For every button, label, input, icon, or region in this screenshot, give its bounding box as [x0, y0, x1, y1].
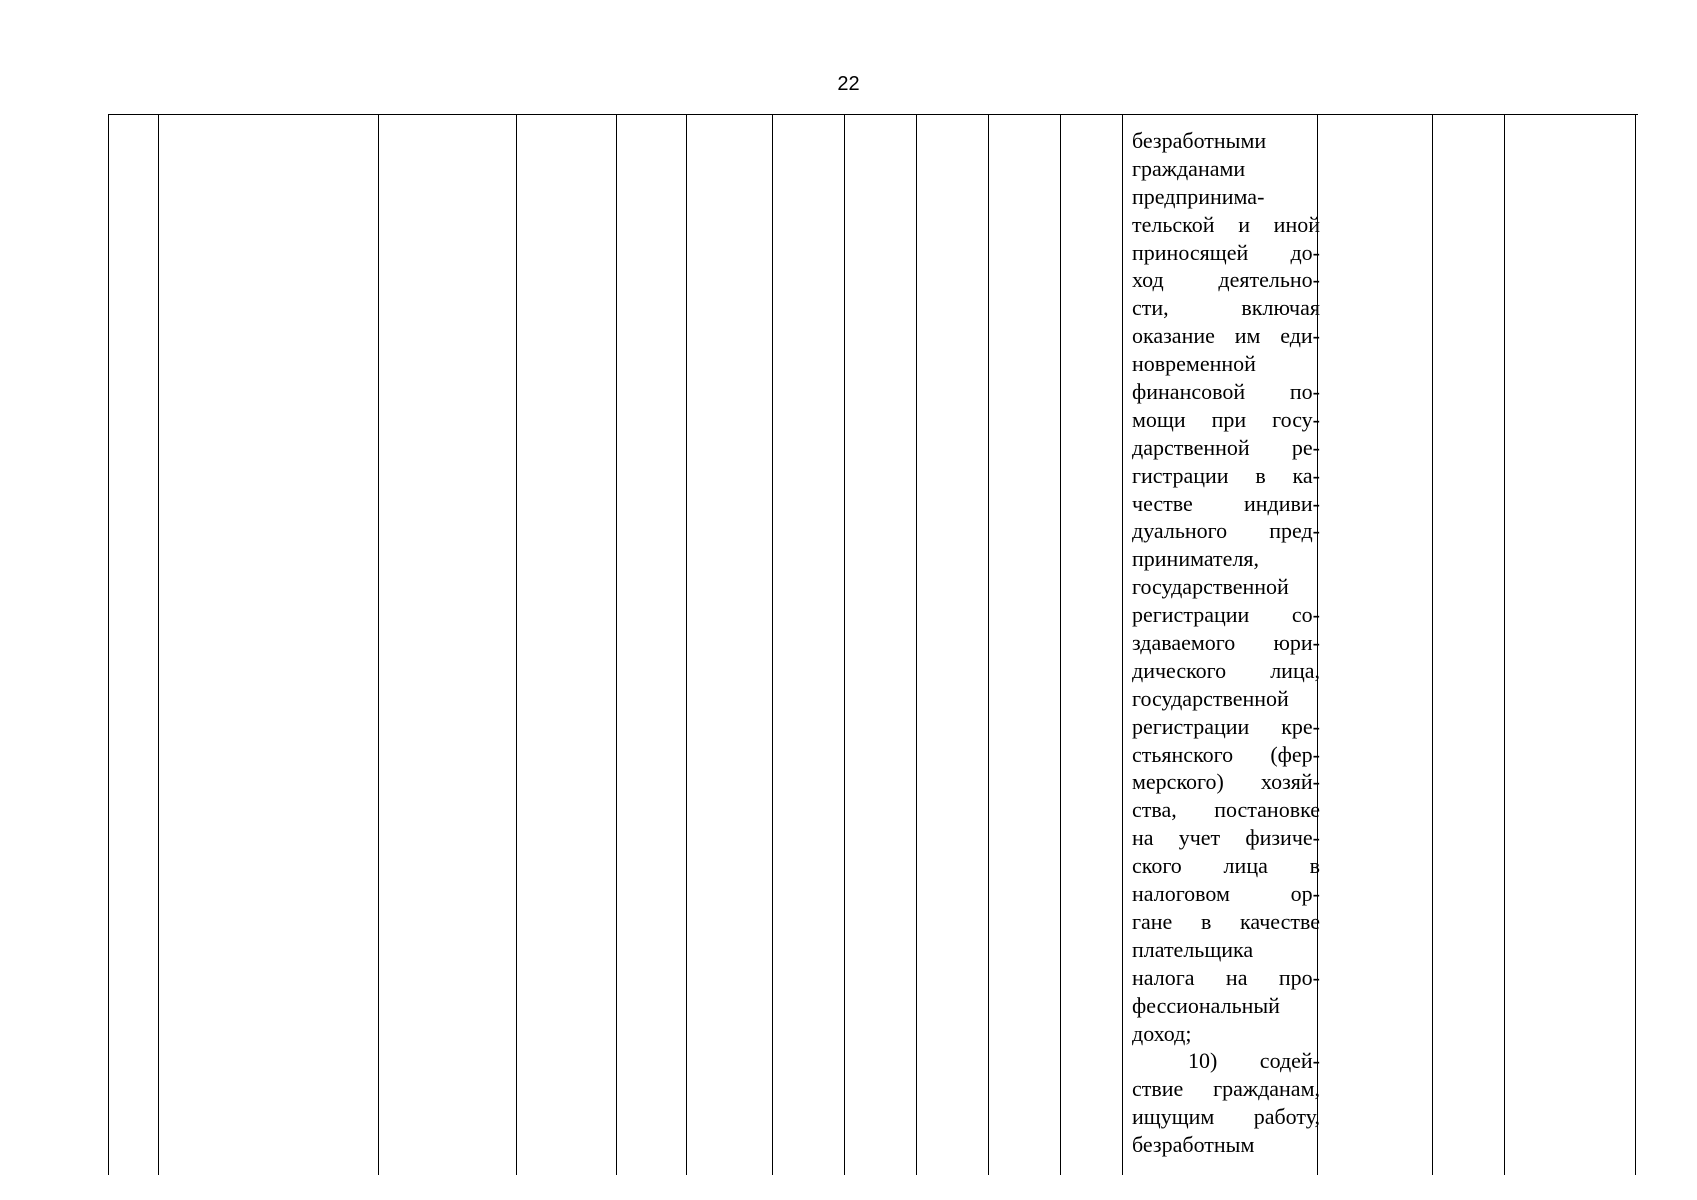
- cell-text-line: безработными: [1132, 128, 1267, 153]
- cell-text-line: стьянского (фер-: [1132, 741, 1320, 767]
- cell-text-line: доход;: [1132, 1020, 1192, 1046]
- cell-text-line: регистрации со-: [1132, 602, 1320, 628]
- table-column-border: [108, 115, 109, 1175]
- cell-text-line: ствие гражданам,: [1132, 1076, 1320, 1102]
- table-column-border: [516, 115, 517, 1175]
- cell-text-line: плательщика: [1132, 936, 1254, 962]
- cell-text-line: 10) содей-: [1188, 1048, 1320, 1074]
- cell-text-line: финансовой по-: [1132, 379, 1320, 405]
- cell-text-line: дарственной ре-: [1132, 434, 1320, 460]
- page-number: 22: [837, 73, 860, 95]
- cell-text-line: дуального пред-: [1132, 518, 1320, 544]
- cell-text-line: ход деятельно-: [1132, 267, 1320, 293]
- cell-text-line: здаваемого юри-: [1132, 630, 1320, 656]
- cell-text-line: принимателя,: [1132, 546, 1260, 572]
- table-column-border: [1635, 115, 1636, 1175]
- table-column-border: [378, 115, 379, 1175]
- cell-text-line: гане в качестве: [1132, 908, 1320, 934]
- cell-text-line: гражданами: [1132, 155, 1246, 181]
- cell-text-line: гистрации в ка-: [1132, 462, 1320, 488]
- table-column-border: [916, 115, 917, 1175]
- table-column-border: [988, 115, 989, 1175]
- table-column-border: [158, 115, 159, 1175]
- table-column-border: [1504, 115, 1505, 1175]
- cell-text-line: ского лица в: [1132, 853, 1320, 879]
- cell-text-line: на учет физиче-: [1132, 825, 1320, 851]
- table-frame: [108, 114, 1638, 1175]
- cell-text-line: дического лица,: [1132, 657, 1320, 683]
- table-column-border: [844, 115, 845, 1175]
- table-column-border: [686, 115, 687, 1175]
- table-column-border: [1432, 115, 1433, 1175]
- cell-text-line: приносящей до-: [1132, 239, 1320, 265]
- table-column-border: [772, 115, 773, 1175]
- cell-text-line: предпринима-: [1132, 183, 1265, 209]
- table-column-border: [1060, 115, 1061, 1175]
- cell-text-line: налоговом ор-: [1132, 881, 1320, 907]
- cell-text-line: государственной: [1132, 574, 1289, 600]
- cell-text-line: сти, включая: [1132, 295, 1320, 321]
- cell-text-line: регистрации кре-: [1132, 713, 1320, 739]
- cell-text-line: новременной: [1132, 351, 1256, 377]
- cell-text-line: фессиональный: [1132, 992, 1280, 1018]
- table-column-border: [1122, 115, 1123, 1175]
- cell-text-line: налога на про-: [1132, 964, 1320, 990]
- cell-text-line: тельской и иной: [1132, 211, 1320, 237]
- cell-text-line: ства, постановке: [1132, 797, 1320, 823]
- cell-text-line: честве индиви-: [1132, 490, 1320, 516]
- cell-text-line: оказание им еди-: [1132, 323, 1320, 349]
- table-column-border: [616, 115, 617, 1175]
- cell-text-line: государственной: [1132, 685, 1289, 711]
- cell-text-line: мощи при госу-: [1132, 406, 1320, 432]
- cell-text-line: мерского) хозяй-: [1132, 769, 1320, 795]
- table-cell-text: [1132, 127, 1320, 1159]
- cell-text-line: безработным: [1132, 1132, 1255, 1158]
- cell-text-line: ищущим работу,: [1132, 1104, 1320, 1130]
